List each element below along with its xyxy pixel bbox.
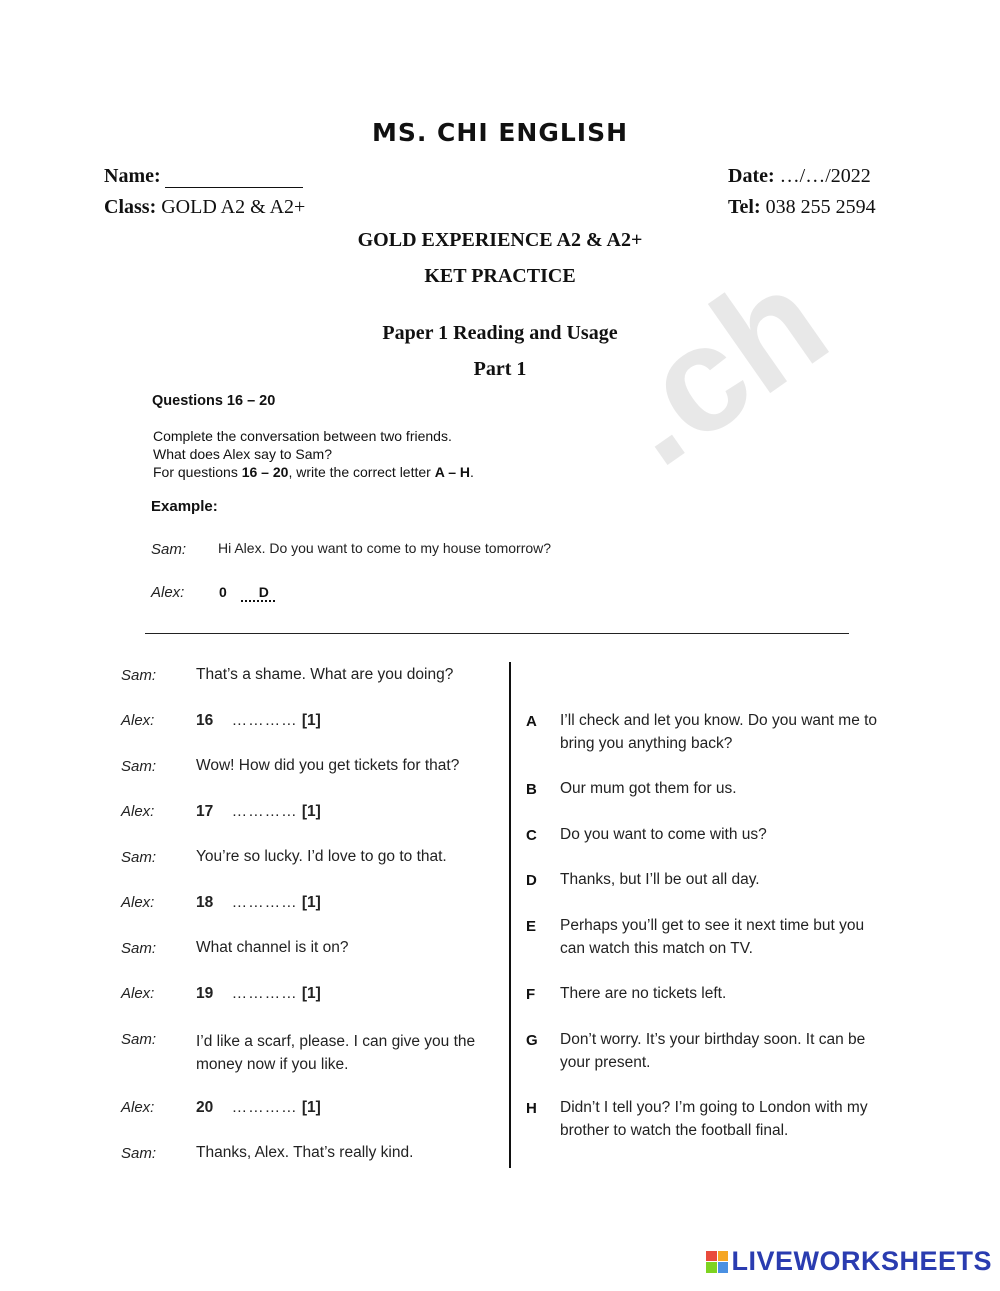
conv-speaker: Alex: (121, 1099, 155, 1116)
question-number: 19 (196, 985, 214, 1002)
option-text: Don’t worry. It’s your birthday soon. It can be your present. (560, 1031, 866, 1071)
option-letter: G (526, 1032, 538, 1049)
answer-dots[interactable]: ………… (231, 712, 298, 729)
conv-speaker: Sam: (121, 667, 157, 684)
instruction-line-3 (153, 464, 474, 480)
questions-title: Questions 16 – 20 (152, 393, 276, 409)
option-text: Thanks, but I’ll be out all day. (560, 871, 760, 888)
conv-text: That’s a shame. What are you doing? (196, 666, 454, 683)
instruction-text: . (470, 464, 474, 480)
instruction-text: For questions (153, 464, 242, 480)
mark: [1] (301, 985, 321, 1002)
option-letter: E (526, 918, 537, 935)
course-title: GOLD EXPERIENCE A2 & A2+ (357, 229, 643, 251)
divider-vertical (509, 662, 511, 1168)
name-blank[interactable] (165, 169, 303, 188)
instruction-line-1: Complete the conversation between two friends. (153, 428, 452, 444)
question-number: 18 (196, 894, 214, 911)
option-letter: A (526, 713, 537, 730)
conv-speaker: Alex: (121, 712, 155, 729)
option-text: Our mum got them for us. (560, 780, 737, 797)
tel-field (728, 196, 876, 219)
logo-cube-icon (706, 1251, 728, 1273)
option-letter: F (526, 986, 536, 1003)
example-number: 0 (219, 584, 227, 600)
answer-dots[interactable]: ………… (231, 803, 298, 820)
logo-cube-cell (706, 1262, 717, 1273)
logo-text: LIVEWORKSHEETS (731, 1246, 992, 1276)
mark: [1] (301, 803, 321, 820)
logo-cube-cell (718, 1251, 729, 1262)
question-number: 20 (196, 1099, 214, 1116)
tel-label: Tel: (728, 196, 761, 218)
instruction-range: 16 – 20 (241, 464, 289, 480)
answer-slot-17[interactable] (196, 803, 321, 821)
answer-dots[interactable]: ………… (231, 894, 298, 911)
conv-text: What channel is it on? (196, 939, 349, 956)
class-field (104, 196, 305, 219)
mark: [1] (301, 712, 321, 729)
answer-slot-16[interactable] (196, 712, 321, 730)
option-letter: C (526, 827, 537, 844)
logo-cube-cell (718, 1262, 729, 1273)
mark: [1] (301, 1099, 321, 1116)
date-label: Date: (728, 165, 775, 187)
example-speaker-alex: Alex: (151, 584, 185, 601)
conv-text: Wow! How did you get tickets for that? (196, 757, 460, 774)
option-letter: H (526, 1100, 537, 1117)
conv-speaker: Alex: (121, 985, 155, 1002)
instruction-letters: A – H (434, 464, 470, 480)
option-letter: D (526, 872, 537, 889)
answer-dots[interactable]: ………… (231, 1099, 298, 1116)
school-title: MS. CHI ENGLISH (371, 118, 629, 147)
watermark: .ch (581, 235, 856, 498)
conv-text: Thanks, Alex. That’s really kind. (196, 1144, 414, 1161)
divider-horizontal (145, 633, 849, 634)
name-label: Name: (104, 165, 161, 187)
option-text: Didn’t I tell you? I’m going to London with my brother to watch the football final. (560, 1099, 868, 1139)
class-value: GOLD A2 & A2+ (161, 196, 306, 218)
class-label: Class: (104, 196, 157, 218)
conv-text: I’d like a scarf, please. I can give you the money now if you like. (196, 1033, 476, 1073)
option-text: Do you want to come with us? (560, 826, 767, 843)
conv-speaker: Sam: (121, 849, 157, 866)
answer-slot-20[interactable] (196, 1099, 321, 1117)
paper-title: Paper 1 Reading and Usage (382, 322, 618, 344)
example-speaker-sam: Sam: (151, 541, 187, 558)
example-answer-letter: D (241, 584, 275, 602)
conv-speaker: Sam: (121, 758, 157, 775)
conv-speaker: Alex: (121, 803, 155, 820)
option-text: Perhaps you’ll get to see it next time but you can watch this match on TV. (560, 917, 865, 957)
question-number: 17 (196, 803, 214, 820)
question-number: 16 (196, 712, 214, 729)
date-value: …/…/2022 (779, 165, 871, 187)
part-title: Part 1 (473, 358, 527, 380)
conv-speaker: Alex: (121, 894, 155, 911)
option-text: I’ll check and let you know. Do you want me to bring you anything back? (560, 712, 878, 752)
answer-slot-19[interactable] (196, 985, 321, 1003)
practice-title: KET PRACTICE (424, 265, 576, 287)
instruction-text: , write the correct letter (288, 464, 435, 480)
option-letter: B (526, 781, 537, 798)
conv-speaker: Sam: (121, 1145, 157, 1162)
answer-dots[interactable]: ………… (231, 985, 298, 1002)
name-field (104, 165, 303, 188)
tel-value: 038 255 2594 (765, 196, 876, 218)
conv-text: You’re so lucky. I’d love to go to that. (196, 848, 447, 865)
conv-speaker: Sam: (121, 940, 157, 957)
liveworksheets-logo[interactable] (706, 1246, 992, 1277)
example-sam-text: Hi Alex. Do you want to come to my house tomorrow? (218, 540, 552, 556)
answer-slot-18[interactable] (196, 894, 321, 912)
logo-cube-cell (706, 1251, 717, 1262)
option-text: There are no tickets left. (560, 985, 727, 1002)
example-answer (219, 584, 275, 600)
instruction-line-2: What does Alex say to Sam? (153, 446, 332, 462)
mark: [1] (301, 894, 321, 911)
conv-speaker: Sam: (121, 1031, 157, 1048)
date-field (728, 165, 871, 188)
example-title: Example: (151, 498, 218, 515)
